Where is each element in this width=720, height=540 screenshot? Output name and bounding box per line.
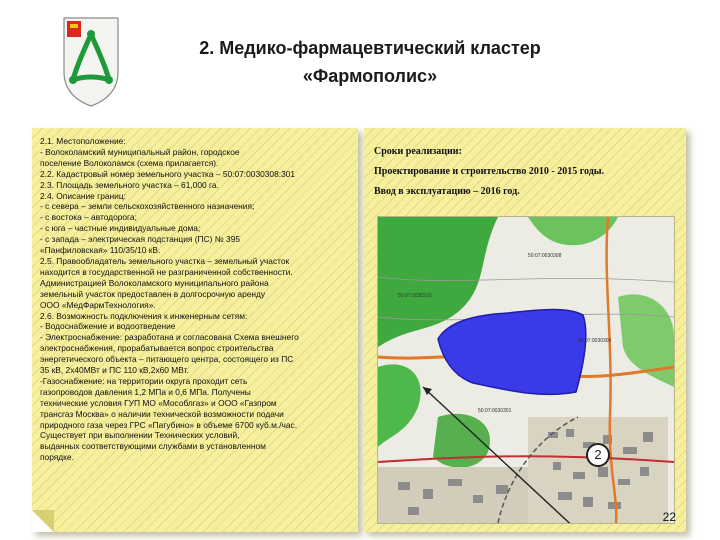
deadlines-block — [374, 142, 674, 202]
site-description-panel — [32, 128, 358, 532]
description-line: земельный участок предоставлен в долгосрочную аренду — [40, 288, 266, 299]
description-line: - Электроснабжение: разработана и согласована Схема внешнего — [40, 332, 299, 343]
map-urban-area — [378, 467, 528, 523]
svg-text:50:07:0030308: 50:07:0030308 — [528, 253, 562, 259]
description-line: трансгаз Москва» о наличии технической возможности подачи — [40, 408, 284, 419]
svg-text:50:07:0030310: 50:07:0030310 — [398, 293, 432, 299]
description-line: 2.3. Площадь земельного участка – 61,000 га. — [40, 179, 219, 190]
description-line: - с севера – земли сельскохозяйственного назначения; — [40, 201, 255, 212]
description-line: Администрацией Волоколамского муниципального района — [40, 277, 269, 288]
map-marker-label: 2 — [594, 447, 602, 462]
title-line-1: 2. Медико-фармацевтический кластер — [199, 38, 541, 58]
description-line: порядке. — [40, 452, 74, 463]
deadlines-title: Сроки реализации: — [374, 146, 462, 157]
map-marker — [586, 443, 610, 467]
description-line: газопроводов давления 1,2 МПа и 0,6 МПа. Получены — [40, 386, 251, 397]
description-line: электроснабжения, прорабатывается вопрос строительства — [40, 343, 274, 354]
description-line: 2.1. Местоположение: — [40, 136, 126, 146]
description-line: технические условия ГУП МО «Мособлгаз» и ООО «Газпром — [40, 397, 277, 408]
description-line: 2.4. Описание границ: — [40, 190, 126, 201]
description-line: поселение Волоколамск (схема прилагается). — [40, 157, 219, 168]
timeline-map-panel — [364, 128, 686, 532]
site-map-drawing — [378, 217, 674, 523]
description-line: ООО «МедФармТехнология». — [40, 299, 156, 310]
deadline-design: Проектирование и строительство 2010 - 2015 годы. — [374, 166, 605, 177]
page-title — [150, 34, 590, 90]
coat-of-arms — [60, 14, 122, 110]
site-map — [377, 216, 675, 524]
title-line-2: «Фармополис» — [302, 66, 438, 86]
description-line: энергетического объекта – питающего центра, состоящего из ПС — [40, 354, 294, 365]
description-line: природного газа через ГРС «Пагубино» в объеме 6700 куб.м./час. — [40, 419, 298, 430]
description-line: 2.2. Кадастровый номер земельного участка – 50:07:0030308:301 — [40, 168, 296, 179]
description-line: -Газоснабжение: на территории округа проходит сеть — [40, 375, 248, 386]
svg-text:50:07:0030301: 50:07:0030301 — [478, 408, 512, 414]
description-line: 2.5. Правообладатель земельного участка – земельный участок — [40, 255, 290, 266]
description-line: - Водоснабжение и водоотведение — [40, 321, 176, 332]
description-line: - с запада – электрическая подстанция (ПС) № 395 — [40, 234, 241, 245]
page-curl — [32, 510, 54, 532]
description-line: «Панфиловская» 110/35/10 кВ. — [40, 245, 161, 256]
description-line: - Волоколамский муниципальный район, городское — [40, 146, 240, 157]
description-line: находится в государственной не разграниченной собственности. — [40, 266, 293, 277]
page-number: 22 — [662, 510, 676, 524]
site-description-text — [40, 136, 352, 463]
description-line: 2.6. Возможность подключения к инженерным сетям: — [40, 310, 248, 321]
deadline-launch: Ввод в эксплуатацию – 2016 год. — [374, 186, 520, 197]
description-line: 35 кВ, 2х40МВт и ПС 110 кВ,2х60 МВт. — [40, 365, 189, 376]
description-line: - с востока – автодорога; — [40, 212, 137, 223]
description-line: - с юга – частные индивидуальные дома; — [40, 223, 201, 234]
description-line: выданных соответствующими службами в установленном — [40, 441, 266, 452]
svg-text:50:07:0030306: 50:07:0030306 — [578, 338, 612, 344]
description-line: Существует при выполнении Технических условий, — [40, 430, 240, 441]
